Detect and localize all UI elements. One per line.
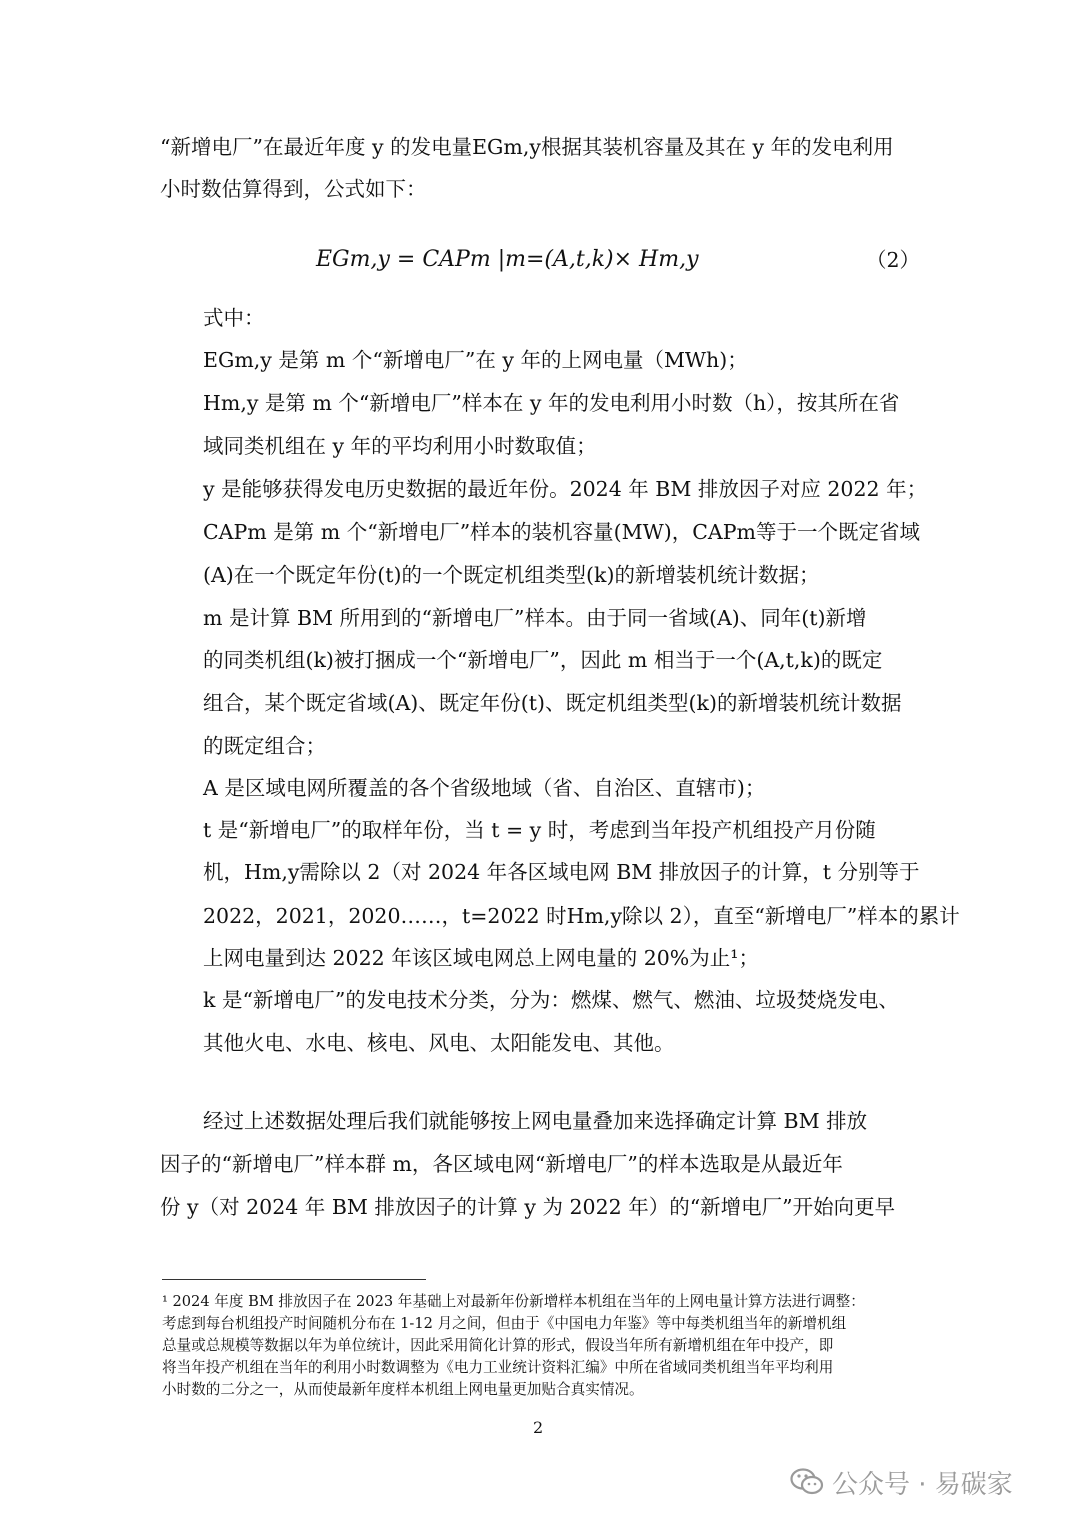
definition-line: 机，Hm,y需除以 2（对 2024 年各区域电网 BM 排放因子的计算，t 分别等于 <box>203 860 920 884</box>
definition-line: 式中： <box>203 306 265 330</box>
watermark-text: 公众号 · 易碳家 <box>832 1469 1013 1500</box>
definition-line: CAPm 是第 m 个“新增电厂”样本的装机容量(MW)，CAPm等于一个既定省域 <box>203 520 920 544</box>
definition-line: 上网电量到达 2022 年该区域电网总上网电量的 20%为止¹； <box>203 946 760 970</box>
definition-line: 的既定组合； <box>203 734 326 758</box>
definition-line: t 是“新增电厂”的取样年份，当 t = y 时，考虑到当年投产机组投产月份随 <box>203 818 876 842</box>
footnote-line: ¹ 2024 年度 BM 排放因子在 2023 年基础上对最新年份新增样本机组在当年的上网电量计算方法进行调整： <box>162 1293 865 1310</box>
definition-line: m 是计算 BM 所用到的“新增电厂”样本。由于同一省域(A)、同年(t)新增 <box>203 606 867 630</box>
footnote-line: 小时数的二分之一，从而使最新年度样本机组上网电量更加贴合真实情况。 <box>162 1381 644 1398</box>
definition-line: y 是能够获得发电历史数据的最近年份。2024 年 BM 排放因子对应 2022 年； <box>203 477 928 501</box>
definition-line: 2022，2021，2020……，t=2022 时Hm,y除以 2），直至“新增电厂”样本的累计 <box>203 904 960 928</box>
footnote-line: 考虑到每台机组投产时间随机分布在 1-12 月之间，但由于《中国电力年鉴》等中每类机组当年的新增机组 <box>162 1315 847 1332</box>
watermark <box>790 1462 1013 1502</box>
footnote-separator <box>162 1279 426 1280</box>
definition-line: 组合，某个既定省域(A)、既定年份(t)、既定机组类型(k)的新增装机统计数据 <box>203 691 902 715</box>
definition-line: EGm,y 是第 m 个“新增电厂”在 y 年的上网电量（MWh)； <box>203 348 748 372</box>
page-number: 2 <box>533 1418 544 1437</box>
definition-line: 的同类机组(k)被打捆成一个“新增电厂”，因此 m 相当于一个(A,t,k)的既定 <box>203 648 883 672</box>
footnote-line: 总量或总规模等数据以年为单位统计，因此采用简化计算的形式，假设当年所有新增机组在年中投产，即 <box>162 1337 834 1354</box>
conclusion-line: 因子的“新增电厂”样本群 m，各区域电网“新增电厂”的样本选取是从最近年 <box>160 1152 843 1176</box>
intro-line-2: 小时数估算得到，公式如下： <box>160 177 427 201</box>
conclusion-line: 份 y（对 2024 年 BM 排放因子的计算 y 为 2022 年）的“新增电厂”开始向更早 <box>160 1195 896 1219</box>
definition-line: Hm,y 是第 m 个“新增电厂”样本在 y 年的发电利用小时数（h），按其所在省 <box>203 391 900 415</box>
equation-number: （2） <box>866 248 921 272</box>
wechat-icon <box>790 1467 824 1497</box>
definition-line: A 是区域电网所覆盖的各个省级地域（省、自治区、直辖市)； <box>203 776 766 800</box>
definition-line: (A)在一个既定年份(t)的一个既定机组类型(k)的新增装机统计数据； <box>203 563 820 587</box>
equation-formula: EGm,y = CAPm |m=(A,t,k)× Hm,y <box>316 247 699 272</box>
conclusion-line: 经过上述数据处理后我们就能够按上网电量叠加来选择确定计算 BM 排放 <box>203 1109 868 1133</box>
intro-line-1: “新增电厂”在最近年度 y 的发电量EGm,y根据其装机容量及其在 y 年的发电利用 <box>160 135 894 159</box>
definition-line: k 是“新增电厂”的发电技术分类，分为：燃煤、燃气、燃油、垃圾焚烧发电、 <box>203 988 899 1012</box>
definition-line: 其他火电、水电、核电、风电、太阳能发电、其他。 <box>203 1031 675 1055</box>
definition-line: 域同类机组在 y 年的平均利用小时数取值； <box>203 434 597 458</box>
footnote-line: 将当年投产机组在当年的利用小时数调整为《电力工业统计资料汇编》中所在省域同类机组当年平均利用 <box>162 1359 834 1376</box>
